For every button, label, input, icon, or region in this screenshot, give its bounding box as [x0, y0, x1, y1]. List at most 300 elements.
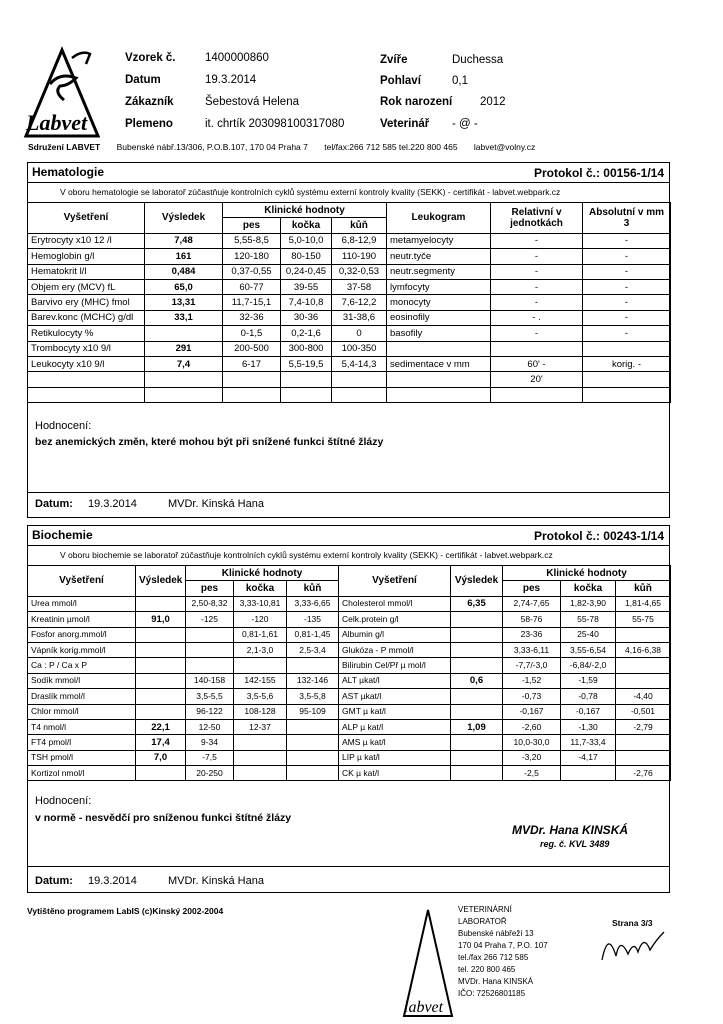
hema-cell-k: 30-36: [281, 310, 332, 325]
bio-cell-k: [234, 766, 287, 781]
bio-cell-v2: [451, 750, 503, 765]
table-row: [28, 596, 671, 611]
hema-cell-u: 31-38,6: [332, 310, 387, 325]
hema-cell-k: 0,2-1,6: [281, 326, 332, 341]
stamp-line: LABORATOŘ: [458, 917, 507, 926]
hema-cell-a: -: [583, 264, 671, 279]
hematology-datum: [35, 498, 264, 510]
bio-cell-n2: ALT µkat/l: [339, 673, 451, 688]
org-tel: tel/fax:266 712 585 tel.220 800 465: [324, 142, 458, 152]
bio-cell-k2: -1,59: [561, 673, 616, 688]
signature-stamp-name: MVDr. Hana KINSKÁ: [512, 823, 629, 837]
bio-cell-p2: -7,7/-3,0: [503, 658, 561, 673]
hema-cell-n: Hemoglobin g/l: [28, 249, 145, 264]
hema-cell-a: -: [583, 295, 671, 310]
hema-cell-r: -: [491, 279, 583, 294]
bio-cell-p: [186, 658, 234, 673]
bio-cell-p: 9-34: [186, 735, 234, 750]
hema-cell-n: [28, 372, 145, 387]
hema-cell-p: 11,7-15,1: [223, 295, 281, 310]
bio-cell-v2: 0,6: [451, 673, 503, 688]
table-row: [28, 627, 671, 642]
col-leukogram: Leukogram: [387, 203, 491, 234]
hema-cell-r: - .: [491, 310, 583, 325]
hema-cell-v: 161: [145, 249, 223, 264]
bio-cell-p2: 2,74-7,65: [503, 596, 561, 611]
table-row: [28, 233, 671, 248]
bio-cell-v: [136, 689, 186, 704]
veterinar-row: [380, 118, 478, 130]
bio-cell-p: 140-158: [186, 673, 234, 688]
bio-cell-v: 17,4: [136, 735, 186, 750]
vzorek-label: Vzorek č.: [125, 52, 176, 64]
hema-cell-l: lymfocyty: [387, 279, 491, 294]
bio-cell-u2: -4,40: [616, 689, 671, 704]
org-street: Bubenské nábř.13/306, P.O.B.107, 170 04 Praha 7: [116, 142, 308, 152]
hema-cell-n: Objem ery (MCV) fL: [28, 279, 145, 294]
bio-cell-v2: [451, 642, 503, 657]
bio-cell-u: -135: [287, 612, 339, 627]
bio-cell-n2: Albumin g/l: [339, 627, 451, 642]
hematology-protocol: Protokol č.: 00156-1/14: [533, 166, 664, 180]
table-row: [28, 279, 671, 294]
hema-cell-r: [491, 341, 583, 356]
biochemistry-datum: [35, 875, 264, 887]
bio-cell-p2: 58-76: [503, 612, 561, 627]
hema-cell-r: 20': [491, 372, 583, 387]
bio-cell-u: [287, 658, 339, 673]
bio-cell-n2: CK µ kat/l: [339, 766, 451, 781]
bio-cell-n: Draslík mmol/l: [28, 689, 136, 704]
hema-cell-u: 7,6-12,2: [332, 295, 387, 310]
bio-cell-u2: -2,76: [616, 766, 671, 781]
hema-cell-k: 80-150: [281, 249, 332, 264]
bio-cell-u: 3,33-6,65: [287, 596, 339, 611]
bio-cell-v2: [451, 766, 503, 781]
hema-cell-l: monocyty: [387, 295, 491, 310]
bio-cell-n: Urea mmol/l: [28, 596, 136, 611]
hema-cell-v: [145, 326, 223, 341]
bio-cell-p2: 23-36: [503, 627, 561, 642]
bio-cell-k2: 3,55-6,54: [561, 642, 616, 657]
biochemistry-mvdr: MVDr. Kinská Hana: [167, 875, 264, 887]
bio-cell-n2: Cholesterol mmol/l: [339, 596, 451, 611]
bio-cell-p2: -2,60: [503, 719, 561, 734]
hema-cell-a: -: [583, 249, 671, 264]
bio-cell-u2: 55-75: [616, 612, 671, 627]
biochemistry-hodnoceni-label: Hodnocení:: [35, 795, 92, 807]
table-row: [28, 310, 671, 325]
hema-cell-n: Trombocyty x10 9/l: [28, 341, 145, 356]
org-name: Sdružení LABVET: [28, 142, 101, 152]
table-row: [28, 750, 671, 765]
org-email: labvet@volny.cz: [473, 142, 536, 152]
col-kocka: kočka: [281, 218, 332, 233]
hema-cell-k: 5,0-10,0: [281, 233, 332, 248]
hema-cell-l: sedimentace v mm: [387, 356, 491, 371]
hema-cell-p: 5,55-8,5: [223, 233, 281, 248]
hema-cell-n: Retikulocyty %: [28, 326, 145, 341]
hema-cell-n: Hematokrit l/l: [28, 264, 145, 279]
hema-cell-v: 7,48: [145, 233, 223, 248]
bio-cell-k2: 25-40: [561, 627, 616, 642]
zakaznik-row: [125, 96, 299, 108]
bio-cell-p2: -2,5: [503, 766, 561, 781]
hematology-datum-label: Datum:: [35, 498, 73, 510]
bio-cell-n: FT4 pmol/l: [28, 735, 136, 750]
bio-cell-n2: AMS µ kat/l: [339, 735, 451, 750]
bio-col-kun-2: kůň: [616, 581, 671, 596]
hema-cell-l: eosinofily: [387, 310, 491, 325]
bio-cell-p2: -1,52: [503, 673, 561, 688]
bio-cell-u2: -0,501: [616, 704, 671, 719]
hematology-table: [27, 202, 671, 403]
hema-cell-u: 100-350: [332, 341, 387, 356]
bio-cell-k2: -0,167: [561, 704, 616, 719]
bio-cell-p: 3,5-5,5: [186, 689, 234, 704]
hema-cell-n: Barvivo ery (MHC) fmol: [28, 295, 145, 310]
hema-cell-a: korig. -: [583, 356, 671, 371]
vzorek-value: 1400000860: [205, 52, 269, 64]
zvire-row: [380, 54, 504, 66]
bio-cell-n2: ALP µ kat/l: [339, 719, 451, 734]
col-absolutni: Absolutní v mm 3: [583, 203, 671, 234]
table-row: [28, 673, 671, 688]
biochemistry-title: Biochemie: [32, 528, 93, 542]
bio-cell-u: [287, 719, 339, 734]
hema-cell-a: [583, 387, 671, 402]
hema-cell-p: 0-1,5: [223, 326, 281, 341]
bio-col-kocka-2: kočka: [561, 581, 616, 596]
col-kun: kůň: [332, 218, 387, 233]
biochemistry-datum-value: 19.3.2014: [87, 875, 137, 887]
bio-cell-k2: -4,17: [561, 750, 616, 765]
stamp-line: IČO: 72526801185: [458, 989, 526, 998]
hema-cell-l: metamyelocyty: [387, 233, 491, 248]
pohlavi-label: Pohlaví: [380, 75, 421, 87]
hema-cell-k: [281, 372, 332, 387]
bio-cell-n: Kortizol nmol/l: [28, 766, 136, 781]
bio-cell-u2: [616, 627, 671, 642]
bio-cell-p2: -0,73: [503, 689, 561, 704]
table-row: [28, 719, 671, 734]
hema-cell-u: 0: [332, 326, 387, 341]
pohlavi-value: 0,1: [452, 75, 468, 87]
hema-cell-u: [332, 372, 387, 387]
hema-cell-n: Erytrocyty x10 12 /l: [28, 233, 145, 248]
bio-cell-v2: [451, 704, 503, 719]
hema-cell-l: neutr.segmenty: [387, 264, 491, 279]
hematology-header-row: [28, 203, 671, 218]
table-row: [28, 766, 671, 781]
rok-label: Rok narození: [380, 96, 453, 108]
bio-cell-n2: AST µkat/l: [339, 689, 451, 704]
bio-col-vysledek-2: Výsledek: [451, 566, 503, 597]
printed-by: Vytištěno programem LabIS (c)Kinský 2002-2004: [27, 906, 224, 916]
bio-col-vysetreni-2: Vyšetření: [339, 566, 451, 597]
table-row: [28, 326, 671, 341]
bio-cell-k: 142-155: [234, 673, 287, 688]
hema-cell-p: 120-180: [223, 249, 281, 264]
hema-cell-v: 7,4: [145, 356, 223, 371]
bio-cell-u2: [616, 673, 671, 688]
hematology-note: V oboru hematologie se laboratoř zúčastňuje kontrolních cyklů systému externí kontroly kvality (SEKK) - certifikát - labvet.webpark.cz: [60, 187, 561, 197]
table-row: [28, 704, 671, 719]
bio-cell-p: [186, 627, 234, 642]
bio-cell-k2: -0,78: [561, 689, 616, 704]
hema-cell-r: -: [491, 326, 583, 341]
bio-cell-n: Chlor mmol/l: [28, 704, 136, 719]
bio-cell-n2: GMT µ kat/l: [339, 704, 451, 719]
bio-col-kun: kůň: [287, 581, 339, 596]
hema-cell-u: 5,4-14,3: [332, 356, 387, 371]
col-relativni: Relativní v jednotkách: [491, 203, 583, 234]
logo-text: Labvet: [26, 110, 88, 135]
stamp-line: tel./fax 266 712 585: [458, 953, 529, 962]
bio-cell-n: T4 nmol/l: [28, 719, 136, 734]
bio-cell-n: Vápník korig.mmol/l: [28, 642, 136, 657]
hema-cell-p: 32-36: [223, 310, 281, 325]
hematology-hodnoceni-label: Hodnocení:: [35, 420, 92, 432]
hema-cell-n: Leukocyty x10 9/l: [28, 356, 145, 371]
biochemistry-header-row: [28, 566, 671, 581]
bio-cell-k2: 55-78: [561, 612, 616, 627]
col-pes: pes: [223, 218, 281, 233]
bio-cell-n: Fosfor anorg.mmol/l: [28, 627, 136, 642]
hema-cell-u: 6,8-12,9: [332, 233, 387, 248]
bio-cell-p: -7,5: [186, 750, 234, 765]
bio-cell-k: 0,81-1,61: [234, 627, 287, 642]
hema-cell-u: 0,32-0,53: [332, 264, 387, 279]
bio-cell-k: [234, 735, 287, 750]
col-klinicke: Klinické hodnoty: [223, 203, 387, 218]
bio-cell-n: Sodík mmol/l: [28, 673, 136, 688]
bio-cell-p: 96-122: [186, 704, 234, 719]
bio-cell-p2: -3,20: [503, 750, 561, 765]
bio-cell-v2: 1,09: [451, 719, 503, 734]
bio-cell-k2: -6,84/-2,0: [561, 658, 616, 673]
stamp-line: VETERINÁRNÍ: [458, 905, 512, 914]
hema-cell-r: 60' -: [491, 356, 583, 371]
bio-cell-p: -125: [186, 612, 234, 627]
table-row: [28, 341, 671, 356]
labvet-logo: [20, 44, 104, 140]
table-row: [28, 295, 671, 310]
hematology-divider: [27, 492, 670, 493]
hema-cell-u: 37-58: [332, 279, 387, 294]
table-row: [28, 689, 671, 704]
bio-cell-u2: [616, 658, 671, 673]
hema-cell-l: basofily: [387, 326, 491, 341]
bio-cell-v: [136, 596, 186, 611]
bio-cell-p: 2,50-8,32: [186, 596, 234, 611]
hema-cell-v: [145, 387, 223, 402]
hema-cell-a: -: [583, 279, 671, 294]
datum-row: [125, 74, 257, 86]
hema-cell-n: [28, 387, 145, 402]
bio-cell-u2: [616, 735, 671, 750]
hema-cell-k: 5,5-19,5: [281, 356, 332, 371]
biochemistry-hodnoceni: v normě - nesvědčí pro sníženou funkci štítné žlázy: [35, 812, 292, 824]
hema-cell-k: 300-800: [281, 341, 332, 356]
hema-cell-k: 39-55: [281, 279, 332, 294]
bio-cell-n: Ca : P / Ca x P: [28, 658, 136, 673]
zvire-value: Duchessa: [452, 54, 504, 66]
table-row: [28, 612, 671, 627]
bio-cell-v2: [451, 612, 503, 627]
vzorek-row: [125, 52, 269, 64]
veterinar-value: - @ -: [452, 118, 478, 130]
hema-cell-p: 200-500: [223, 341, 281, 356]
biochemistry-table: [27, 565, 671, 781]
hema-cell-a: -: [583, 233, 671, 248]
hema-cell-r: -: [491, 249, 583, 264]
bio-cell-v2: [451, 658, 503, 673]
bio-cell-p2: 10,0-30,0: [503, 735, 561, 750]
biochemistry-datum-label: Datum:: [35, 875, 73, 887]
bio-cell-v: [136, 658, 186, 673]
hema-cell-v: 65,0: [145, 279, 223, 294]
hema-cell-r: -: [491, 233, 583, 248]
bio-cell-p: 20-250: [186, 766, 234, 781]
bio-cell-u: [287, 735, 339, 750]
hema-cell-v: 13,31: [145, 295, 223, 310]
table-row: [28, 264, 671, 279]
bio-cell-p: [186, 642, 234, 657]
bio-cell-k: 2,1-3,0: [234, 642, 287, 657]
hema-cell-a: -: [583, 326, 671, 341]
bio-cell-k: [234, 658, 287, 673]
biochemistry-title-bar: [27, 525, 670, 546]
bio-cell-k: 3,33-10,81: [234, 596, 287, 611]
bio-col-vysledek: Výsledek: [136, 566, 186, 597]
bio-cell-p2: 3,33-6,11: [503, 642, 561, 657]
bio-cell-n2: LIP µ kat/l: [339, 750, 451, 765]
stamp-line: 170 04 Praha 7, P.O. 107: [458, 941, 548, 950]
bio-cell-n2: Celk.protein g/l: [339, 612, 451, 627]
page-number: Strana 3/3: [612, 918, 653, 928]
plemeno-value: it. chrtík 203098100317080: [205, 118, 345, 130]
table-row: [28, 735, 671, 750]
rok-value: 2012: [480, 96, 506, 108]
hema-cell-u: 110-190: [332, 249, 387, 264]
hematology-title: Hematologie: [32, 165, 105, 179]
col-vysetreni: Vyšetření: [28, 203, 145, 234]
pohlavi-row: [380, 75, 468, 87]
hema-cell-r: [491, 387, 583, 402]
bio-cell-n: Kreatinin µmol/l: [28, 612, 136, 627]
stamp-line: MVDr. Hana KINSKÁ: [458, 977, 534, 986]
table-row: [28, 642, 671, 657]
bio-cell-u2: -2,79: [616, 719, 671, 734]
bio-cell-v2: [451, 689, 503, 704]
svg-text:labvet: labvet: [404, 999, 444, 1016]
bio-cell-n2: Bilirubin Cel/Př µ mol/l: [339, 658, 451, 673]
address-line: [28, 142, 668, 152]
hema-cell-u: [332, 387, 387, 402]
bio-cell-v2: 6,35: [451, 596, 503, 611]
bio-cell-v: 91,0: [136, 612, 186, 627]
zakaznik-label: Zákazník: [125, 96, 174, 108]
hema-cell-v: [145, 372, 223, 387]
hema-cell-r: -: [491, 264, 583, 279]
bio-cell-k2: 1,82-3,90: [561, 596, 616, 611]
table-row: [28, 372, 671, 387]
hema-cell-p: 6-17: [223, 356, 281, 371]
table-row: [28, 658, 671, 673]
hema-cell-k: [281, 387, 332, 402]
hema-cell-a: [583, 372, 671, 387]
bio-cell-p: 12-50: [186, 719, 234, 734]
bio-cell-v: [136, 627, 186, 642]
hema-cell-l: [387, 387, 491, 402]
bio-col-klinicke: Klinické hodnoty: [186, 566, 339, 581]
hema-cell-p: 60-77: [223, 279, 281, 294]
bio-cell-u: [287, 750, 339, 765]
hema-cell-v: 0,484: [145, 264, 223, 279]
signature-icon: [598, 926, 668, 966]
bio-col-vysetreni: Vyšetření: [28, 566, 136, 597]
bio-cell-k2: 11,7-33,4: [561, 735, 616, 750]
bio-cell-k2: [561, 766, 616, 781]
datum-label: Datum: [125, 74, 161, 86]
bio-cell-u2: 1,81-4,65: [616, 596, 671, 611]
bio-cell-v: [136, 642, 186, 657]
hema-cell-k: 7,4-10,8: [281, 295, 332, 310]
signature-stamp-reg: reg. č. KVL 3489: [540, 839, 610, 849]
laboratory-stamp: [400, 900, 570, 1020]
bio-cell-v: 7,0: [136, 750, 186, 765]
hema-cell-p: [223, 372, 281, 387]
datum-value: 19.3.2014: [205, 74, 257, 86]
hema-cell-k: 0,24-0,45: [281, 264, 332, 279]
plemeno-row: [125, 118, 345, 130]
stamp-line: Bubenské nábřeží 13: [458, 929, 534, 938]
hematology-title-bar: [27, 162, 670, 183]
zakaznik-value: Šebestová Helena: [205, 96, 299, 108]
bio-cell-v: 22,1: [136, 719, 186, 734]
hematology-datum-value: 19.3.2014: [87, 498, 137, 510]
table-row: [28, 356, 671, 371]
hema-cell-a: [583, 341, 671, 356]
bio-cell-k: 108-128: [234, 704, 287, 719]
biochemistry-note: V oboru biochemie se laboratoř zúčastňuje kontrolních cyklů systému externí kontroly kvality (SEKK) - certifikát - labvet.webpark.cz: [60, 550, 553, 560]
bio-cell-k: -120: [234, 612, 287, 627]
hema-cell-r: -: [491, 295, 583, 310]
hema-cell-l: [387, 372, 491, 387]
plemeno-label: Plemeno: [125, 118, 173, 130]
bio-col-kocka: kočka: [234, 581, 287, 596]
bio-cell-k: [234, 750, 287, 765]
bio-cell-p2: -0,167: [503, 704, 561, 719]
hema-cell-l: [387, 341, 491, 356]
bio-cell-u2: [616, 750, 671, 765]
bio-cell-u: 0,81-1,45: [287, 627, 339, 642]
hema-cell-p: [223, 387, 281, 402]
rok-row: [380, 96, 506, 108]
zvire-label: Zvíře: [380, 54, 408, 66]
hema-cell-v: 33,1: [145, 310, 223, 325]
bio-cell-v: [136, 673, 186, 688]
hematology-mvdr: MVDr. Kinská Hana: [167, 498, 264, 510]
bio-cell-v: [136, 766, 186, 781]
hema-cell-v: 291: [145, 341, 223, 356]
hema-cell-a: -: [583, 310, 671, 325]
bio-cell-u: 3,5-5,8: [287, 689, 339, 704]
bio-cell-v2: [451, 627, 503, 642]
bio-col-pes-2: pes: [503, 581, 561, 596]
biochemistry-divider: [27, 866, 670, 867]
